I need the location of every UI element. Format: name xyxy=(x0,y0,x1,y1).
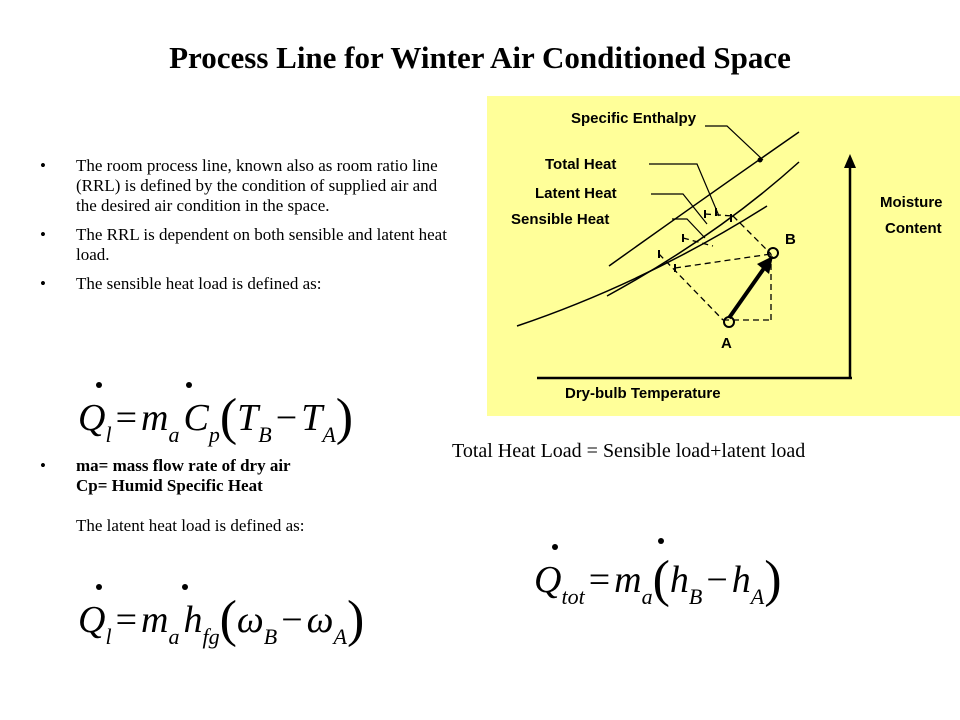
eq-subscript: A xyxy=(750,584,765,609)
bullet-dot: • xyxy=(40,456,46,475)
eq-symbol: m xyxy=(614,559,642,601)
eq-paren: ( xyxy=(652,551,670,608)
eq-equals: = xyxy=(588,559,611,601)
eq-paren: ( xyxy=(219,591,237,648)
bullet-sensible-intro xyxy=(40,274,460,294)
process-line xyxy=(729,264,767,318)
eq-subscript: A xyxy=(322,422,336,447)
bullet-text: The room process line, known also as room ratio line (RRL) is defined by the condition of supplied air and the desired air condition in the space. xyxy=(76,156,438,215)
eq-symbol: h xyxy=(183,599,203,641)
psychrometric-diagram xyxy=(487,96,960,416)
eq-subscript: p xyxy=(208,422,220,447)
bullet-list xyxy=(40,156,460,303)
saturation-curve-1 xyxy=(609,132,799,266)
eq-symbol: T xyxy=(301,397,323,439)
eq-paren: ) xyxy=(764,551,782,608)
label-point-a: A xyxy=(721,335,732,352)
eq-subscript: B xyxy=(263,624,278,649)
eq-symbol: Q xyxy=(78,397,106,439)
label-latent-heat: Latent Heat xyxy=(535,185,617,202)
process-arrowhead xyxy=(757,256,773,274)
eq-subscript: a xyxy=(168,422,180,447)
eq-symbol: Q xyxy=(534,559,562,601)
eq-subscript: tot xyxy=(561,584,585,609)
eq-symbol: ω xyxy=(236,599,264,641)
eq-subscript: a xyxy=(168,624,180,649)
definition-specific-heat: Cp= Humid Specific Heat xyxy=(76,476,263,495)
eq-minus: − xyxy=(706,559,728,601)
eq-symbol: C xyxy=(183,397,209,439)
eq-paren: ) xyxy=(346,591,365,648)
label-dry-bulb: Dry-bulb Temperature xyxy=(565,385,721,402)
moisture-axis-arrow xyxy=(844,154,856,168)
dashed-line-1 xyxy=(659,254,723,320)
diagram-svg xyxy=(487,96,960,416)
eq-subscript: a xyxy=(641,584,653,609)
eq-symbol: m xyxy=(141,599,169,641)
definitions-block xyxy=(40,456,470,536)
eq-minus: − xyxy=(281,599,303,641)
eq-symbol: m xyxy=(141,397,169,439)
bullet-text: The sensible heat load is defined as: xyxy=(76,274,322,293)
m-dot-mark xyxy=(658,538,664,544)
eq-symbol: T xyxy=(237,397,259,439)
total-heat-equation xyxy=(534,534,864,609)
latent-intro: The latent heat load is defined as: xyxy=(76,516,305,535)
eq-subscript: l xyxy=(105,422,112,447)
bullet-text: The RRL is dependent on both sensible and latent heat load. xyxy=(76,225,447,264)
eq-subscript: fg xyxy=(202,624,220,649)
label-total-heat: Total Heat xyxy=(545,156,617,173)
page-title: Process Line for Winter Air Conditioned Space xyxy=(169,40,791,75)
eq-symbol: Q xyxy=(78,599,106,641)
eq-minus: − xyxy=(275,397,298,439)
eq-symbol: ω xyxy=(306,599,334,641)
dashed-line-7 xyxy=(683,238,713,246)
latent-heat-equation xyxy=(78,576,448,649)
eq-equals: = xyxy=(115,599,138,641)
point-a-marker xyxy=(724,317,734,327)
bullet-dot: • xyxy=(40,225,46,244)
eq-symbol: h xyxy=(731,559,751,601)
bullet-dot: • xyxy=(40,274,46,293)
label-content: Content xyxy=(885,220,942,237)
sensible-heat-equation xyxy=(78,372,438,447)
eq-equals: = xyxy=(115,397,138,439)
bullet-rrl-dependency xyxy=(40,225,460,265)
enthalpy-point xyxy=(758,158,763,163)
sensible-heat-leader xyxy=(672,219,705,238)
eq-subscript: B xyxy=(688,584,703,609)
saturation-curve-2 xyxy=(607,162,799,296)
label-point-b: B xyxy=(785,231,796,248)
eq-subscript: l xyxy=(105,624,112,649)
eq-subscript: A xyxy=(333,624,347,649)
eq-symbol: h xyxy=(669,559,689,601)
enthalpy-leader xyxy=(705,126,763,160)
label-moisture: Moisture xyxy=(880,194,943,211)
bullet-dot: • xyxy=(40,156,46,175)
eq-subscript: B xyxy=(258,422,272,447)
definition-mass-flow: ma= mass flow rate of dry air xyxy=(76,456,291,475)
total-heat-load-text: Total Heat Load = Sensible load+latent load xyxy=(452,440,806,462)
dashed-line-3 xyxy=(733,216,771,254)
total-heat-leader xyxy=(649,164,719,216)
eq-paren: ( xyxy=(219,389,238,446)
eq-paren: ) xyxy=(335,389,354,446)
label-specific-enthalpy: Specific Enthalpy xyxy=(571,110,697,127)
dashed-line-2 xyxy=(675,254,771,268)
label-sensible-heat: Sensible Heat xyxy=(511,211,610,228)
bullet-rrl-definition xyxy=(40,156,460,216)
